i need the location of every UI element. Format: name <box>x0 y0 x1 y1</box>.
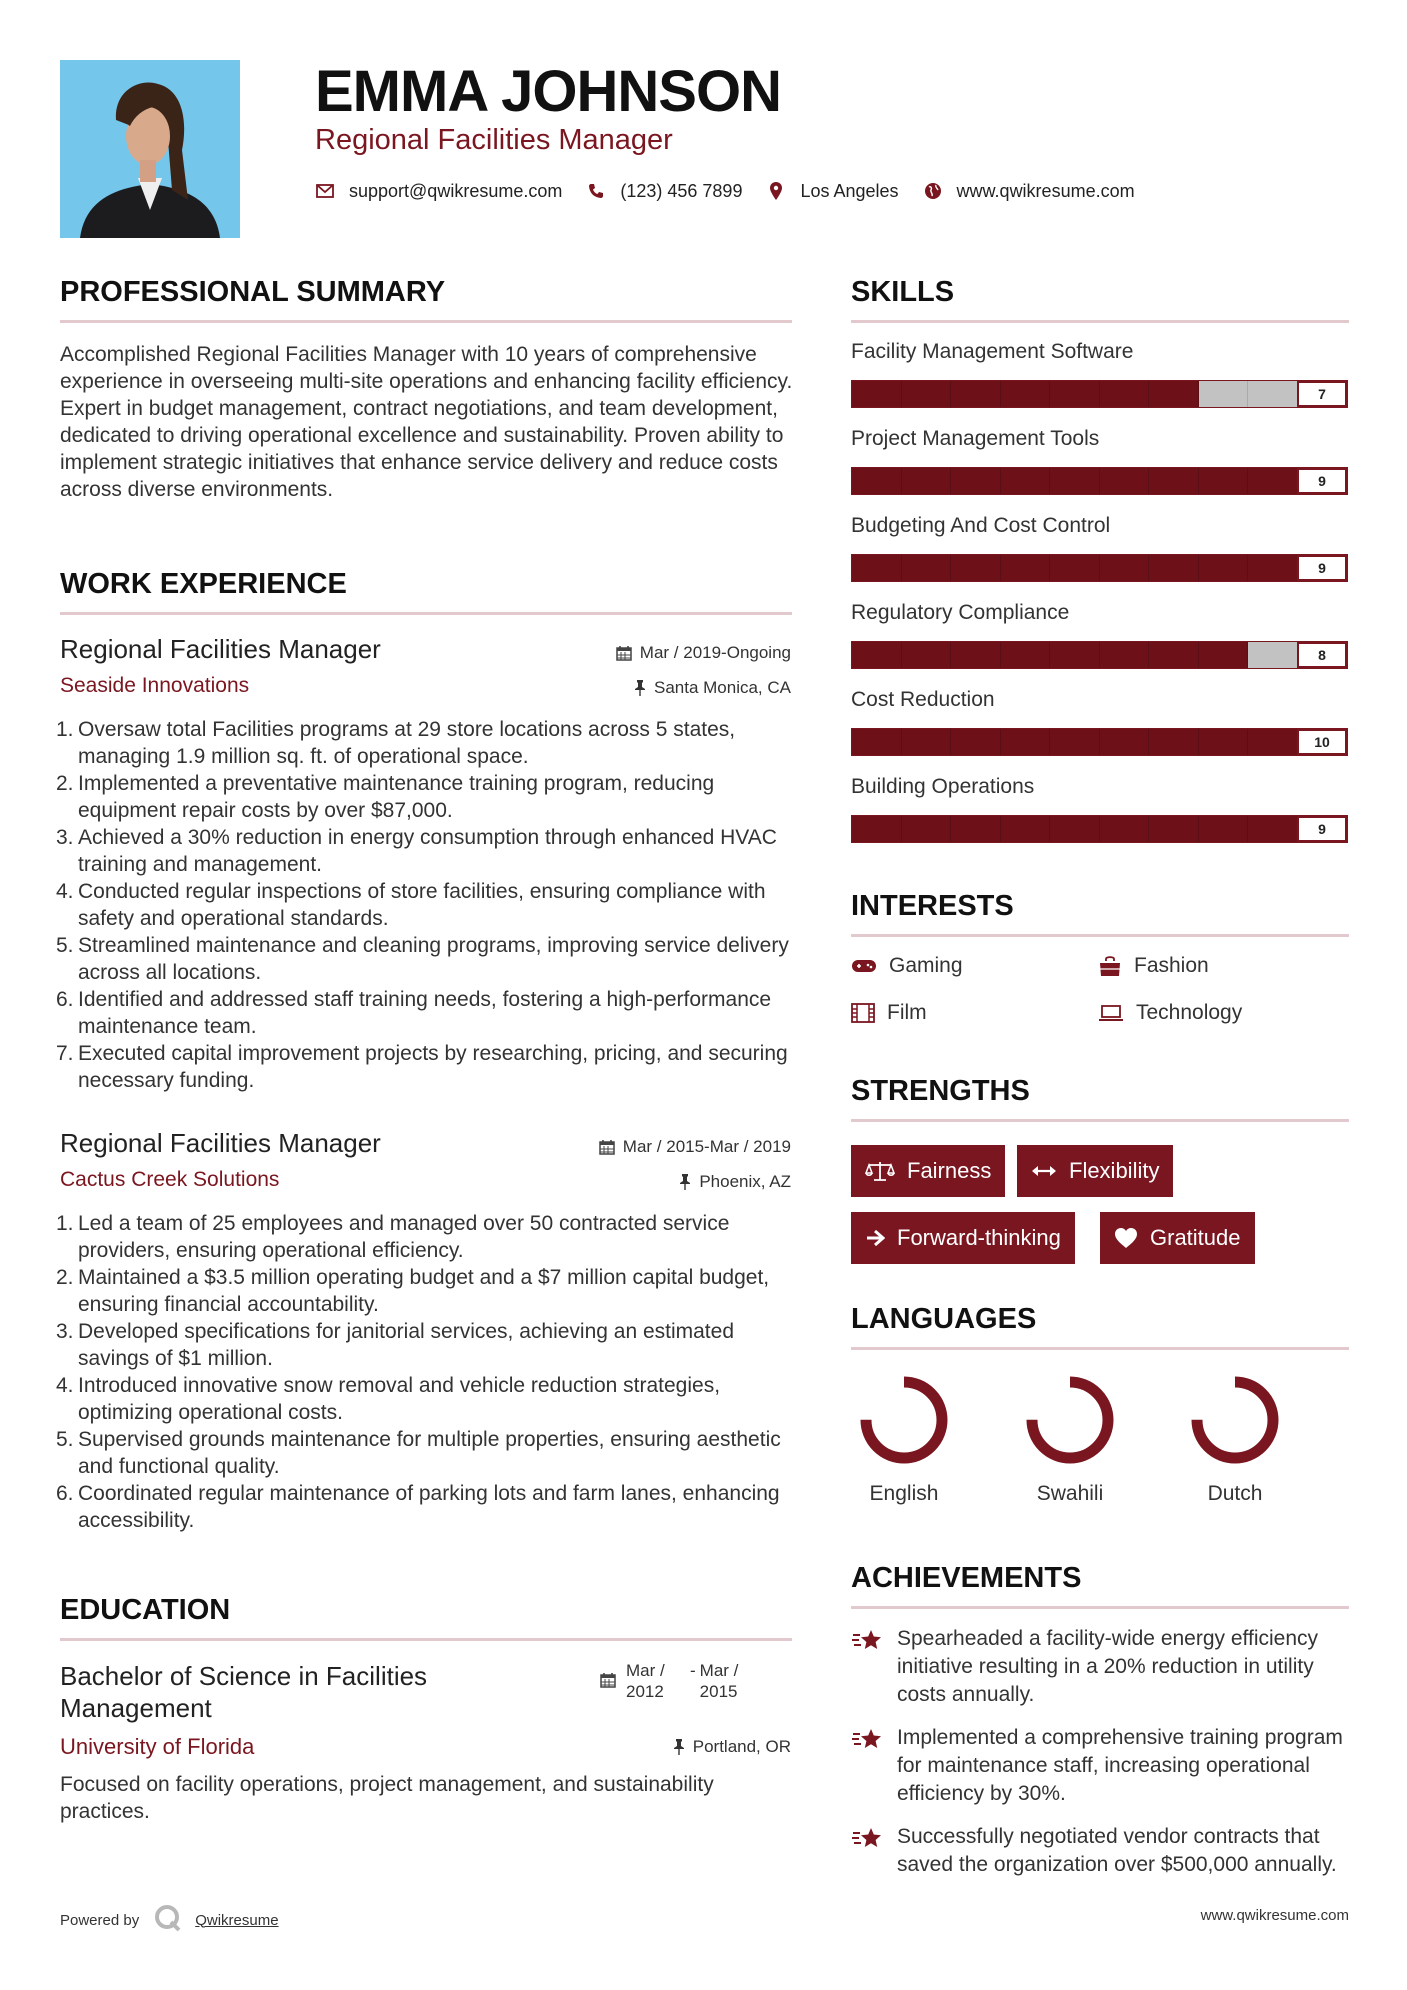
education-school: University of Florida <box>60 1734 255 1759</box>
skill-bar-segment <box>951 816 1001 842</box>
skill-bar-segment <box>951 381 1001 407</box>
list-item: 6. Identified and addressed staff training needs, fostering a high-performance maintenance team. <box>56 988 772 1038</box>
calendar-icon <box>599 1139 615 1155</box>
skill-bar <box>851 641 1348 669</box>
skill-level-value: 9 <box>1297 468 1347 494</box>
strength-badge <box>851 1212 1075 1264</box>
job-company: Cactus Creek Solutions <box>60 1168 280 1191</box>
skill-bar-segment <box>1248 729 1298 755</box>
skill-bar-segment <box>1199 468 1249 494</box>
skill-bar-segment <box>852 555 902 581</box>
interest-item <box>1098 954 1209 978</box>
skill-bar-segment <box>1001 642 1051 668</box>
skill-bar-segment <box>1001 816 1051 842</box>
education-location <box>673 1737 791 1757</box>
candidate-name: EMMA JOHNSON <box>315 59 781 124</box>
star-trophy-icon <box>851 1825 883 1851</box>
skill-bar-segment <box>902 468 952 494</box>
strength-label: Gratitude <box>1150 1225 1241 1250</box>
list-item: 2. Maintained a $3.5 million operating budget and a $7 million capital budget, ensuring financial accountability. <box>56 1266 770 1316</box>
list-item: 3. Developed specifications for janitorial services, achieving an estimated savings of $1 million. <box>56 1320 735 1370</box>
skill-bar-segment <box>1248 816 1298 842</box>
skill-bar-segment <box>1050 816 1100 842</box>
achievement-text: Implemented a comprehensive training program for maintenance staff, increasing operational efficiency by 30%. <box>897 1726 1343 1805</box>
achievement-item <box>851 1625 1351 1709</box>
job-title: Regional Facilities Manager <box>60 634 381 664</box>
list-item: 5. Streamlined maintenance and cleaning programs, improving service delivery across all locations. <box>56 934 789 984</box>
section-title-achievements: ACHIEVEMENTS <box>851 1562 1082 1594</box>
section-divider <box>60 612 792 615</box>
skill-bar-segment <box>1001 381 1051 407</box>
arrows-horizontal-icon <box>1031 1164 1057 1178</box>
skill-bar-segment <box>852 381 902 407</box>
section-title-skills: SKILLS <box>851 276 955 308</box>
skill-bar <box>851 467 1348 495</box>
interest-label: Fashion <box>1134 954 1209 977</box>
language-item <box>849 1372 959 1506</box>
list-item: 6. Coordinated regular maintenance of parking lots and farm lanes, enhancing accessibility. <box>56 1482 780 1532</box>
list-item: 1. Led a team of 25 employees and managed over 50 contracted service providers, ensuring operational efficiency. <box>56 1212 730 1262</box>
powered-by-label: Powered by <box>60 1911 140 1929</box>
interest-label: Technology <box>1136 1001 1243 1024</box>
strength-label: Fairness <box>907 1158 992 1183</box>
skill-bar-segment <box>852 642 902 668</box>
skill-bar <box>851 815 1348 843</box>
section-divider <box>851 1606 1349 1609</box>
calendar-icon <box>616 645 632 661</box>
section-title-strengths: STRENGTHS <box>851 1075 1030 1107</box>
qwikresume-link[interactable]: Qwikresume <box>195 1911 279 1929</box>
language-level-ring <box>1022 1372 1118 1468</box>
list-item: 1. Oversaw total Facilities programs at 29 store locations across 5 states, managing 1.9 million sq. ft. of operational space. <box>56 718 736 768</box>
skill-bar-segment <box>902 555 952 581</box>
achievement-item <box>851 1724 1351 1808</box>
section-title-education: EDUCATION <box>60 1594 231 1626</box>
language-level-arc <box>1032 1382 1108 1458</box>
contact-bar <box>315 178 1159 204</box>
job-responsibilities <box>56 1210 798 1534</box>
skill-bar-segment <box>1100 642 1150 668</box>
skill-bar-segment <box>902 642 952 668</box>
job-location <box>679 1172 791 1192</box>
skill-bar-segment <box>1199 555 1249 581</box>
balance-scale-icon <box>865 1160 895 1182</box>
strength-badge <box>1017 1145 1173 1197</box>
skill-name: Cost Reduction <box>851 688 995 711</box>
map-pin-icon <box>766 181 786 201</box>
skill-bar-segment <box>1248 381 1298 407</box>
skill-level-value: 7 <box>1297 381 1347 407</box>
globe-icon <box>923 181 943 201</box>
job-responsibilities <box>56 716 798 1094</box>
job-title: Regional Facilities Manager <box>60 1128 381 1158</box>
job-location-text: Phoenix, AZ <box>699 1172 791 1191</box>
skill-bar-segment <box>902 729 952 755</box>
skill-bar <box>851 728 1348 756</box>
job-location <box>634 678 791 698</box>
qwikresume-logo-icon <box>153 1903 183 1937</box>
language-item <box>1180 1372 1290 1506</box>
section-divider <box>851 1119 1349 1122</box>
pushpin-icon <box>673 1739 685 1755</box>
skill-bar-segment <box>951 468 1001 494</box>
skill-bar-segment <box>1248 555 1298 581</box>
calendar-icon <box>600 1672 616 1688</box>
skill-bar-segment <box>951 555 1001 581</box>
interest-label: Film <box>887 1001 927 1024</box>
skill-bar-segment <box>1001 555 1051 581</box>
education-location-text: Portland, OR <box>692 1737 791 1756</box>
pushpin-icon <box>634 680 646 696</box>
interest-item <box>851 954 963 978</box>
envelope-icon <box>315 181 335 201</box>
achievement-text: Spearheaded a facility-wide energy efficiency initiative resulting in a 20% reduction in utility costs annually. <box>897 1627 1319 1706</box>
phone-icon <box>586 181 606 201</box>
date-separator: - <box>690 1661 696 1680</box>
skill-level-value: 9 <box>1297 555 1347 581</box>
skill-bar-segment <box>1001 729 1051 755</box>
skill-bar-segment <box>1100 555 1150 581</box>
skill-name: Building Operations <box>851 775 1035 798</box>
education-start: Mar / 2012 <box>626 1661 665 1701</box>
interest-item <box>851 1001 927 1025</box>
skill-bar-segment <box>1100 816 1150 842</box>
interest-label: Gaming <box>889 954 963 977</box>
section-title-experience: WORK EXPERIENCE <box>60 568 347 600</box>
achievement-item <box>851 1823 1351 1879</box>
skill-bar-segment <box>1149 642 1199 668</box>
skill-name: Regulatory Compliance <box>851 601 1070 624</box>
section-divider <box>851 934 1349 937</box>
language-level-arc <box>1197 1382 1273 1458</box>
section-divider <box>60 320 792 323</box>
gamepad-icon <box>851 958 877 974</box>
skill-bar-segment <box>852 468 902 494</box>
language-name: Dutch <box>1207 1482 1263 1505</box>
job-date-text: Mar / 2015-Mar / 2019 <box>622 1137 791 1156</box>
contact-location: Los Angeles <box>800 180 899 201</box>
skill-bar-segment <box>1050 642 1100 668</box>
contact-email[interactable]: support@qwikresume.com <box>349 180 563 201</box>
education-description: Focused on facility operations, project management, and sustainability practices. <box>60 1773 714 1823</box>
list-item: 5. Supervised grounds maintenance for multiple properties, ensuring aesthetic and functional quality. <box>56 1428 781 1478</box>
section-divider <box>851 320 1349 323</box>
section-title-interests: INTERESTS <box>851 890 1014 922</box>
section-divider <box>851 1347 1349 1350</box>
job-company: Seaside Innovations <box>60 674 250 697</box>
skill-bar-segment <box>1050 729 1100 755</box>
job-date <box>616 643 791 663</box>
star-trophy-icon <box>851 1726 883 1752</box>
skill-name: Budgeting And Cost Control <box>851 514 1111 537</box>
skill-bar-segment <box>951 729 1001 755</box>
skill-bar-segment <box>1050 555 1100 581</box>
skill-bar-segment <box>1001 468 1051 494</box>
skill-bar-segment <box>1149 816 1199 842</box>
skill-level-value: 8 <box>1297 642 1347 668</box>
interest-item <box>1098 1001 1242 1025</box>
skill-bar-segment <box>1100 729 1150 755</box>
skill-bar-segment <box>1248 642 1298 668</box>
skill-bar-segment <box>1199 381 1249 407</box>
education-degree: Bachelor of Science in Facilities Management <box>60 1661 428 1723</box>
summary-text: Accomplished Regional Facilities Manager with 10 years of comprehensive experience in overseeing multi-site operations and enhancing facility efficiency. Expert in budget management, contract negotiations, and team development, dedicated to driving operational excellence and sustainability. Proven ability to implement strategic initiatives that enhance service delivery and reduce costs across diverse environments. <box>60 343 793 501</box>
language-level-ring <box>856 1372 952 1468</box>
skill-bar-segment <box>852 729 902 755</box>
section-title-summary: PROFESSIONAL SUMMARY <box>60 276 446 308</box>
strength-label: Forward-thinking <box>897 1225 1061 1250</box>
arrow-right-icon <box>865 1228 885 1248</box>
section-divider <box>60 1638 792 1641</box>
skill-bar-segment <box>1149 729 1199 755</box>
list-item: 2. Implemented a preventative maintenance training program, reducing equipment repair costs by over $87,000. <box>56 772 715 822</box>
job-date <box>599 1137 791 1157</box>
language-level-arc <box>866 1382 942 1458</box>
laptop-icon <box>1098 1004 1124 1022</box>
list-item: 7. Executed capital improvement projects by researching, pricing, and securing necessary funding. <box>56 1042 788 1092</box>
contact-website[interactable]: www.qwikresume.com <box>956 180 1135 201</box>
language-level-ring <box>1187 1372 1283 1468</box>
star-trophy-icon <box>851 1627 883 1653</box>
skill-name: Project Management Tools <box>851 427 1100 450</box>
list-item: 4. Conducted regular inspections of store facilities, ensuring compliance with safety and operational standards. <box>56 880 766 930</box>
heart-icon <box>1114 1227 1138 1249</box>
strength-badge <box>851 1145 1005 1197</box>
skill-bar-segment <box>1199 729 1249 755</box>
achievement-text: Successfully negotiated vendor contracts that saved the organization over $500,000 annually. <box>897 1825 1337 1876</box>
strength-label: Flexibility <box>1069 1158 1160 1183</box>
pushpin-icon <box>679 1174 691 1190</box>
footer-website[interactable]: www.qwikresume.com <box>1200 1907 1349 1924</box>
skill-bar-segment <box>1050 381 1100 407</box>
skill-bar-segment <box>1100 381 1150 407</box>
skill-bar-segment <box>1100 468 1150 494</box>
skill-bar-segment <box>902 381 952 407</box>
contact-phone[interactable]: (123) 456 7899 <box>620 180 743 201</box>
education-dates <box>600 1660 754 1702</box>
skill-bar-segment <box>1199 816 1249 842</box>
skill-bar-segment <box>902 816 952 842</box>
list-item: 4. Introduced innovative snow removal and vehicle reduction strategies, optimizing operational costs. <box>56 1374 721 1424</box>
job-date-text: Mar / 2019-Ongoing <box>639 643 791 662</box>
language-item <box>1015 1372 1125 1506</box>
skill-bar <box>851 554 1348 582</box>
skill-bar-segment <box>1050 468 1100 494</box>
language-name: English <box>869 1482 939 1505</box>
job-location-text: Santa Monica, CA <box>653 678 791 697</box>
strength-badge <box>1100 1212 1255 1264</box>
profile-photo <box>60 60 240 238</box>
section-title-languages: LANGUAGES <box>851 1303 1037 1335</box>
skill-bar-segment <box>1149 468 1199 494</box>
skill-bar-segment <box>951 642 1001 668</box>
powered-by <box>60 1903 279 1937</box>
skill-bar-segment <box>1199 642 1249 668</box>
skill-bar <box>851 380 1348 408</box>
candidate-role: Regional Facilities Manager <box>315 124 673 156</box>
list-item: 3. Achieved a 30% reduction in energy consumption through enhanced HVAC training and management. <box>56 826 777 876</box>
skill-level-value: 10 <box>1297 729 1347 755</box>
film-icon <box>851 1003 875 1023</box>
skill-bar-segment <box>852 816 902 842</box>
skill-level-value: 9 <box>1297 816 1347 842</box>
shopping-bag-icon <box>1098 955 1122 977</box>
skill-bar-segment <box>1149 381 1199 407</box>
skill-bar-segment <box>1248 468 1298 494</box>
language-name: Swahili <box>1036 1482 1104 1505</box>
education-end: Mar / 2015 <box>699 1661 739 1701</box>
skill-name: Facility Management Software <box>851 340 1134 363</box>
skill-bar-segment <box>1149 555 1199 581</box>
